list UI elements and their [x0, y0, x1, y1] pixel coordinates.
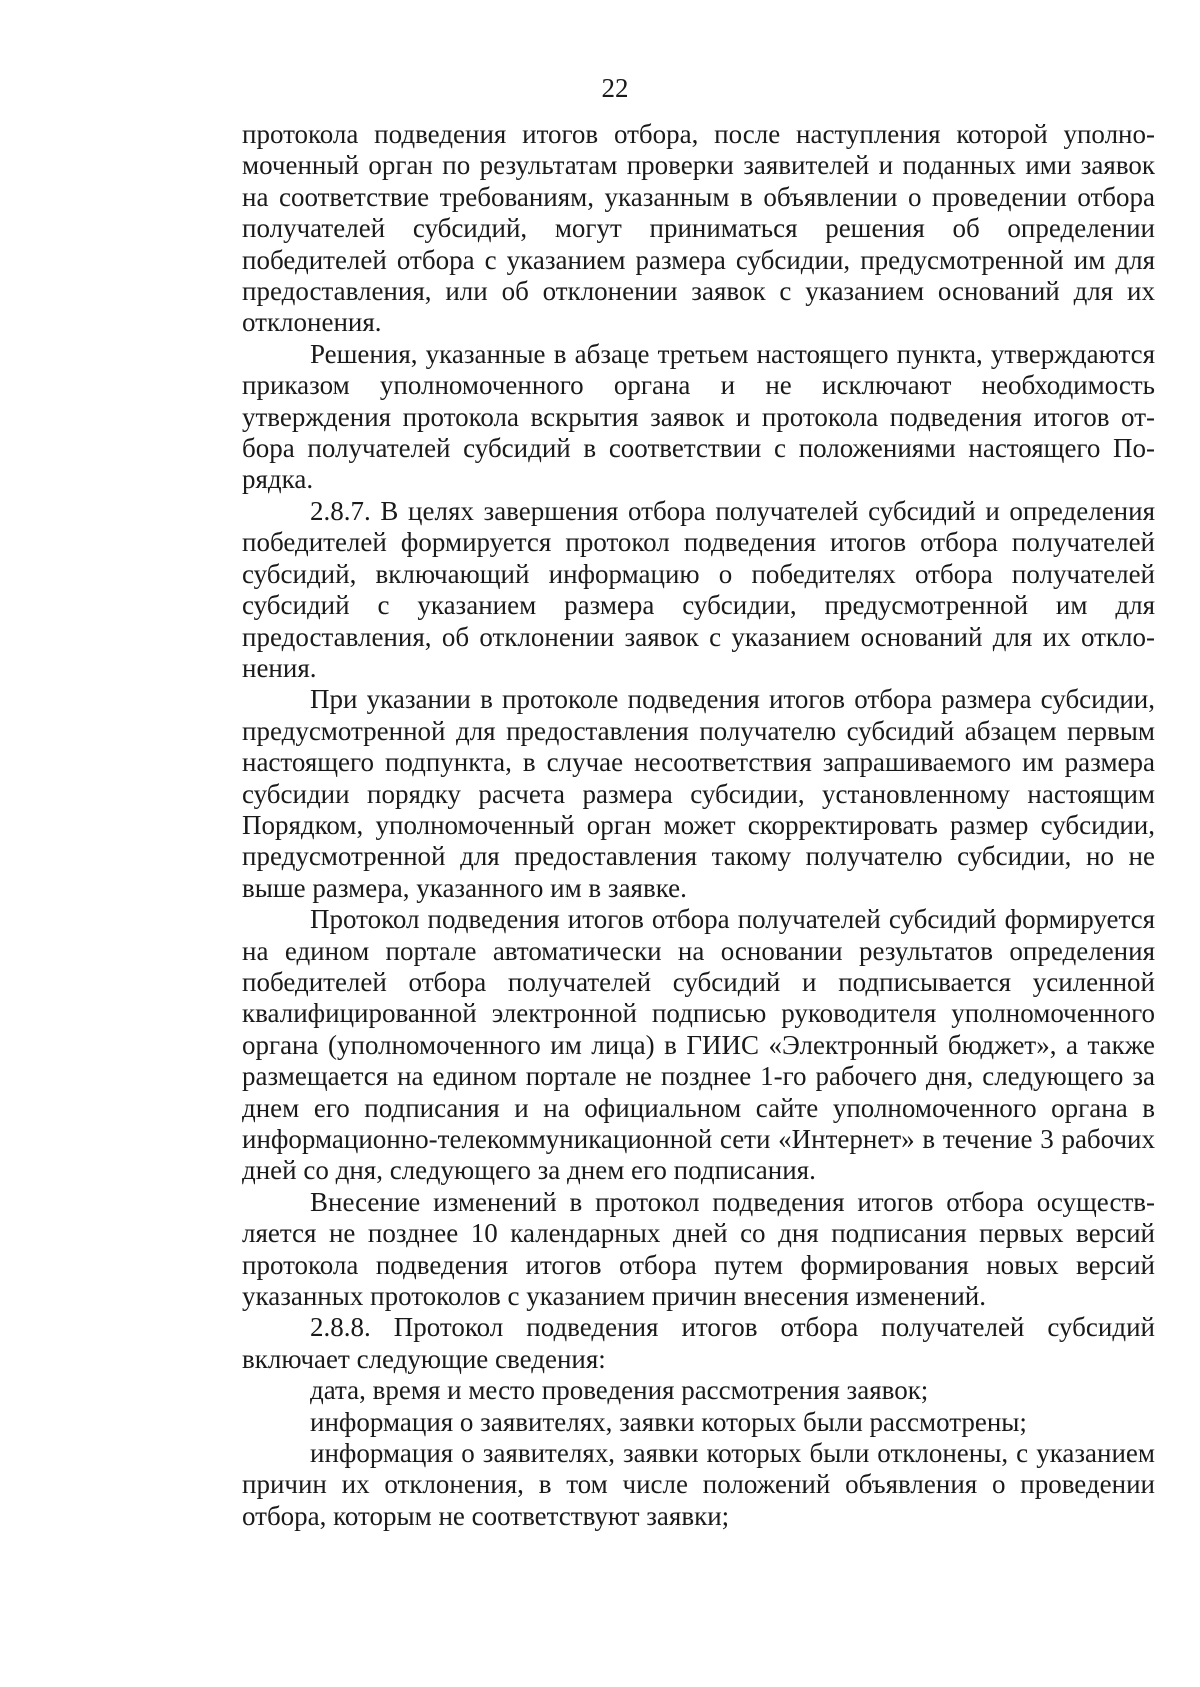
paragraph-protocol-formation: Протокол подведения итогов отбора получателей субсидий формируется на едином портале автоматически на основании результатов определения победителей отбора получателей субсидий и подписывается усиленной квалифицированной электронной подписью руководителя уполномоченного органа (уполномоченного им лица) в ГИИС «Электронный бюджет», а также размещается на едином портале не позднее 1-го рабочего дня, следующего за днем его подписания и на официальном сайте уполномоченного органа в информационно-телекоммуникационной сети «Интернет» в течение 3 рабочих дней со дня, следующего за днем его подписания. [242, 904, 1155, 1186]
paragraph-decisions: Решения, указанные в абзаце третьем настоящего пункта, утверждаются приказом уполномоченного органа и не исключают необходимость утверждения протокола вскрытия заявок и протокола подведения итогов отбора получателей субсидий в соответствии с положениями настоящего Порядка. [242, 338, 1155, 495]
list-item-rejected-applicants: информация о заявителях, заявки которых были отклонены, с указанием причин их отклонения, в том числе положений объявления о проведении отбора, которым не соответствуют заявки; [242, 1438, 1155, 1531]
paragraph-continuation: протокола подведения итогов отбора, после наступления которой уполномоченный орган по результатам проверки заявителей и поданных ими заявок на соответствие требованиям, указанным в объявлении о проведении отбора получателей субсидий, могут приниматься решения об определении победителей отбора с указанием размера субсидии, предусмотренной им для предоставления, или об отклонении заявок с указанием оснований для их отклонения. [242, 119, 1155, 338]
page-number: 22 [601, 73, 629, 103]
document-body [242, 119, 1155, 1532]
paragraph-protocol-changes: Внесение изменений в протокол подведения итогов отбора осуществляется не позднее 10 календарных дней со дня подписания первых версий протокола подведения итогов отбора путем формирования новых версий указанных протоколов с указанием причин внесения изменений. [242, 1186, 1155, 1312]
list-item-reviewed-applicants: информация о заявителях, заявки которых были рассмотрены; [310, 1406, 1027, 1437]
paragraph-subsidy-size: При указании в протоколе подведения итогов отбора размера субсидии, предусмотренной для предоставления получателю субсидий абзацем первым настоящего подпункта, в случае несоответствия запрашиваемого им размера субсидии порядку расчета размера субсидии, установленному настоящим Порядком, уполномоченный орган может скорректировать размер субсидии, предусмотренной для предоставления такому получателю субсидии, но не выше размера, указанного им в заявке. [242, 684, 1155, 903]
paragraph-2-8-7: 2.8.7. В целях завершения отбора получателей субсидий и определения победителей формируется протокол подведения итогов отбора получателей субсидий, включающий информацию о победителях отбора получателей субсидий с указанием размера субсидии, предусмотренной им для предоставления, об отклонении заявок с указанием оснований для их отклонения. [242, 495, 1155, 683]
paragraph-2-8-8: 2.8.8. Протокол подведения итогов отбора получателей субсидий включает следующие сведения: [242, 1312, 1155, 1374]
list-item-date-time-place: дата, время и место проведения рассмотрения заявок; [310, 1375, 929, 1406]
